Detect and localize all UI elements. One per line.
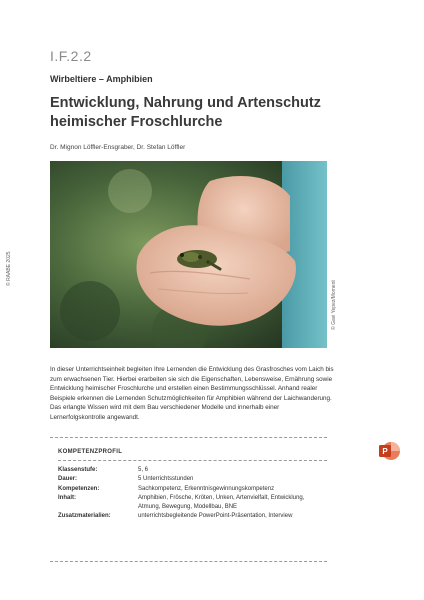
profile-row-grade: Klassenstufe: 5, 6	[58, 467, 149, 473]
powerpoint-icon[interactable]	[378, 440, 400, 462]
page-title: Entwicklung, Nahrung und Artenschutz heimischer Froschlurche	[50, 95, 321, 130]
profile-row-content: Inhalt: Amphibien, Frösche, Kröten, Unken, Artenvielfalt, Entwicklung, Atmung, Bewegung, Modellbau, BNE	[58, 495, 305, 510]
authors: Dr. Mignon Löffler-Ensgraber, Dr. Stefan Löffler	[50, 144, 186, 151]
unit-code: I.F.2.2	[50, 48, 92, 64]
profile-bottom-divider	[50, 561, 327, 562]
profile-row-materials: Zusatzmaterialien: unterrichtsbegleitende PowerPoint-Präsentation, Interview	[58, 513, 293, 520]
profile-row-competences: Kompetenzen: Sachkompetenz, Erkenntnisgewinnungskompetenz	[58, 485, 275, 492]
profile-top-divider	[50, 437, 327, 438]
photo-credit: © Gavi Yepez/Moment	[331, 280, 337, 330]
subject-line: Wirbeltiere – Amphibien	[50, 74, 153, 84]
competence-profile	[58, 466, 328, 521]
svg-text:P: P	[382, 447, 388, 457]
profile-header-divider	[58, 460, 327, 461]
profile-row-duration: Dauer: 5 Unterrichtsstunden	[58, 476, 194, 483]
cover-photo	[50, 161, 327, 348]
profile-header: KOMPETENZPROFIL	[58, 449, 123, 455]
intro-text: In dieser Unterrichtseinheit begleiten Ihre Lernenden die Entwicklung des Grasfrosches vom Laich bis zum erwachsenen Tier. Hierbei erarbeiten sie sich die Eigenschaften, Lebensweise, Ernährung sowie Entwicklung heimischer Froschlurche und erstellen einen Bestimmungsschlüssel. Anhand realer Beispiele erkennen die Lernenden Schutzmöglichkeiten für Amphibien während der Laichwanderung. Das erlangte Wissen wird mit dem Bau verschiedener Modelle und innerhalb einer Lernerfolgskontrolle angewandt.	[50, 366, 334, 421]
publisher-copyright: © RAABE 2025	[6, 251, 12, 286]
